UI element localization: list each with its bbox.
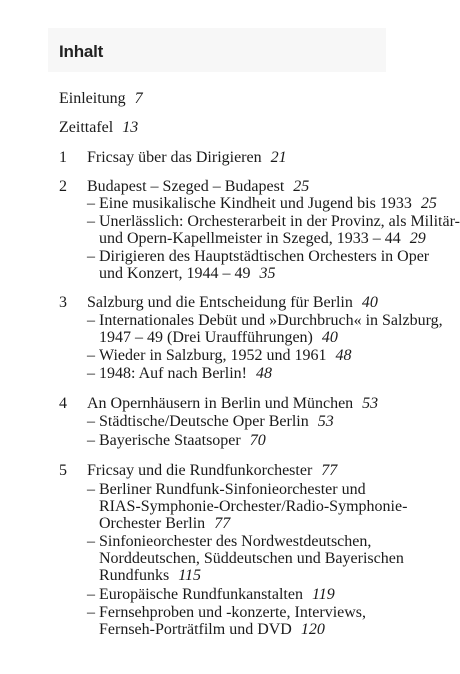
toc-entry-einleitung[interactable] xyxy=(59,92,143,106)
toc-entry-chapter-2[interactable] xyxy=(87,180,309,194)
chapter-number: 2 xyxy=(59,178,67,195)
chapter-number: 1 xyxy=(59,149,67,166)
toc-subentry[interactable] xyxy=(99,349,351,363)
toc-entry-chapter-4[interactable] xyxy=(87,397,378,411)
toc-subentry-continuation[interactable] xyxy=(99,331,338,345)
dash-marker: – xyxy=(87,213,95,230)
entry-title: Sinfonieorchester des Nordwestdeutschen, xyxy=(99,533,372,550)
dash-marker: – xyxy=(87,312,95,329)
page-number: 40 xyxy=(321,329,338,346)
entry-title: Bayerische Staatsoper xyxy=(99,432,241,449)
entry-title: An Opernhäusern in Berlin und München xyxy=(87,395,354,412)
toc-entry-chapter-3[interactable] xyxy=(87,296,378,310)
toc-subentry[interactable] xyxy=(99,483,366,497)
toc-subentry-continuation[interactable] xyxy=(99,623,325,637)
entry-title: Unerlässlich: Orchesterarbeit in der Provinz, als Militär- xyxy=(99,213,460,230)
toc-subentry[interactable] xyxy=(99,314,443,328)
toc-subentry[interactable] xyxy=(99,215,460,229)
toc-subentry[interactable] xyxy=(99,367,272,381)
chapter-number: 4 xyxy=(59,395,67,412)
entry-title: und Opern-Kapellmeister in Szeged, 1933 – 44 xyxy=(99,230,401,247)
dash-marker: – xyxy=(87,432,95,449)
dash-marker: – xyxy=(87,365,95,382)
page-number: 7 xyxy=(134,90,143,107)
toc-subentry[interactable] xyxy=(99,535,371,549)
page-number: 40 xyxy=(361,294,378,311)
entry-title: Zeittafel xyxy=(59,119,114,136)
entry-title: Fernsehproben und -konzerte, Interviews, xyxy=(99,604,367,621)
entry-title: Wieder in Salzburg, 1952 und 1961 xyxy=(99,347,327,364)
page-number: 70 xyxy=(249,432,266,449)
dash-marker: – xyxy=(87,195,95,212)
page-number: 13 xyxy=(122,119,139,136)
toc-entry-chapter-5[interactable] xyxy=(87,464,337,478)
entry-title: Fricsay über das Dirigieren xyxy=(87,149,262,166)
page-number: 120 xyxy=(300,621,325,638)
toc-subentry-continuation[interactable] xyxy=(99,232,426,246)
toc-subentry-continuation[interactable] xyxy=(99,517,230,531)
page-number: 48 xyxy=(255,365,272,382)
entry-title: Einleitung xyxy=(59,90,126,107)
dash-marker: – xyxy=(87,533,95,550)
dash-marker: – xyxy=(87,604,95,621)
entry-title: Fricsay und die Rundfunkorchester xyxy=(87,462,313,479)
page-number: 119 xyxy=(311,586,335,603)
toc-subentry-continuation[interactable] xyxy=(99,552,404,566)
entry-title: 1947 – 49 (Drei Uraufführungen) xyxy=(99,329,313,346)
page-number: 29 xyxy=(409,230,426,247)
toc-subentry-continuation[interactable] xyxy=(99,267,276,281)
toc-subentry[interactable] xyxy=(99,250,429,264)
toc-entry-zeittafel[interactable] xyxy=(59,121,138,135)
page-number: 53 xyxy=(362,395,379,412)
toc-subentry[interactable] xyxy=(99,197,437,211)
toc-subentry[interactable] xyxy=(99,415,334,429)
toc-subentry[interactable] xyxy=(99,588,335,602)
entry-title: RIAS-Symphonie-Orchester/Radio-Symphonie- xyxy=(99,498,408,515)
entry-title: Budapest – Szeged – Budapest xyxy=(87,178,285,195)
page-number: 53 xyxy=(317,413,334,430)
entry-title: Internationales Debüt und »Durchbruch« in Salzburg, xyxy=(99,312,443,329)
page-number: 77 xyxy=(321,462,338,479)
page-number: 115 xyxy=(178,567,202,584)
entry-title: Städtische/Deutsche Oper Berlin xyxy=(99,413,309,430)
entry-title: Europäische Rundfunkanstalten xyxy=(99,586,303,603)
entry-title: Dirigieren des Hauptstädtischen Orchesters in Oper xyxy=(99,248,430,265)
chapter-number: 5 xyxy=(59,462,67,479)
entry-title: Norddeutschen, Süddeutschen und Bayerischen xyxy=(99,550,404,567)
dash-marker: – xyxy=(87,586,95,603)
page-number: 25 xyxy=(420,195,437,212)
toc-subentry[interactable] xyxy=(99,434,266,448)
page-number: 25 xyxy=(293,178,310,195)
toc-subentry-continuation[interactable] xyxy=(99,500,407,514)
toc-subentry-continuation[interactable] xyxy=(99,569,201,583)
page-title: Inhalt xyxy=(59,42,104,61)
entry-title: Eine musikalische Kindheit und Jugend bis 1933 xyxy=(99,195,412,212)
entry-title: 1948: Auf nach Berlin! xyxy=(99,365,247,382)
entry-title: Salzburg und die Entscheidung für Berlin xyxy=(87,294,353,311)
page-number: 35 xyxy=(259,265,276,282)
dash-marker: – xyxy=(87,347,95,364)
page-number: 77 xyxy=(214,515,231,532)
entry-title: Fernseh-Porträtfilm und DVD xyxy=(99,621,292,638)
dash-marker: – xyxy=(87,413,95,430)
page-number: 21 xyxy=(270,149,287,166)
page-number: 48 xyxy=(335,347,352,364)
toc-subentry[interactable] xyxy=(99,606,366,620)
dash-marker: – xyxy=(87,481,95,498)
entry-title: Orchester Berlin xyxy=(99,515,206,532)
dash-marker: – xyxy=(87,248,95,265)
entry-title: Rundfunks xyxy=(99,567,170,584)
entry-title: und Konzert, 1944 – 49 xyxy=(99,265,251,282)
entry-title: Berliner Rundfunk-Sinfonieorchester und xyxy=(99,481,366,498)
toc-entry-chapter-1[interactable] xyxy=(87,151,287,165)
chapter-number: 3 xyxy=(59,294,67,311)
